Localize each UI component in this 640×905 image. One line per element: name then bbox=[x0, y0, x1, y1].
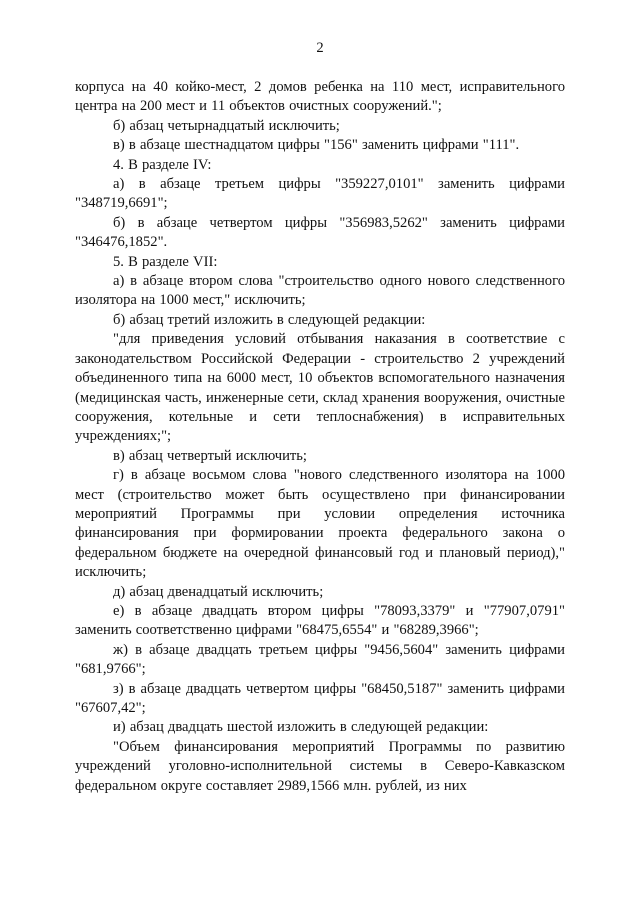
paragraph: д) абзац двенадцатый исключить; bbox=[113, 583, 324, 600]
page-number: 2 bbox=[316, 40, 324, 56]
paragraph: з) в абзаце двадцать четвертом цифры "68450,5187" заменить цифрами "67607,42"; bbox=[75, 680, 565, 716]
paragraph: корпуса на 40 койко-мест, 2 домов ребенка на 110 мест, исправительного центра на 200 мест и 11 объектов очистных сооружений."; bbox=[75, 79, 565, 115]
paragraph: и) абзац двадцать шестой изложить в следующей редакции: bbox=[113, 719, 489, 736]
document-body bbox=[75, 78, 565, 796]
paragraph: а) в абзаце третьем цифры "359227,0101" заменить цифрами "348719,6691"; bbox=[75, 176, 565, 212]
paragraph: "для приведения условий отбывания наказания в соответствие с законодательством Российской Федерации - строительство 2 учреждений объединенного типа на 6000 мест, 10 объектов вспомогательного назначения (медицинская часть, инженерные сети, склад хранения вооружения, очистные сооружения, котельные и сети теплоснабжения) в исправительных учреждениях;"; bbox=[75, 331, 565, 445]
paragraph: "Объем финансирования мероприятий Программы по развитию учреждений уголовно-исполнительной системы в Северо-Кавказском федеральном округе составляет 2989,1566 млн. рублей, из них bbox=[75, 738, 565, 794]
paragraph: б) абзац четырнадцатый исключить; bbox=[113, 117, 340, 134]
paragraph: е) в абзаце двадцать втором цифры "78093,3379" и "77907,0791" заменить соответственно цифрами "68475,6554" и "68289,3966"; bbox=[75, 602, 565, 639]
paragraph: б) абзац третий изложить в следующей редакции: bbox=[113, 311, 426, 328]
paragraph: ж) в абзаце двадцать третьем цифры "9456,5604" заменить цифрами "681,9766"; bbox=[75, 641, 565, 678]
paragraph: а) в абзаце втором слова "строительство одного нового следственного изолятора на 1000 мест," исключить; bbox=[75, 273, 565, 309]
paragraph: в) абзац четвертый исключить; bbox=[113, 447, 307, 464]
paragraph: 5. В разделе VII: bbox=[113, 253, 218, 270]
paragraph: в) в абзаце шестнадцатом цифры "156" заменить цифрами "111". bbox=[113, 137, 520, 154]
paragraph: г) в абзаце восьмом слова "нового следственного изолятора на 1000 мест (строительство может быть осуществлено при финансировании мероприятий Программы при условии определения источника финансирования при формировании проекта федерального закона о федеральном бюджете на очередной финансовый год и плановый период)," исключить; bbox=[75, 467, 565, 581]
paragraph: 4. В разделе IV: bbox=[113, 156, 212, 173]
paragraph: б) в абзаце четвертом цифры "356983,5262" заменить цифрами "346476,1852". bbox=[75, 214, 565, 251]
